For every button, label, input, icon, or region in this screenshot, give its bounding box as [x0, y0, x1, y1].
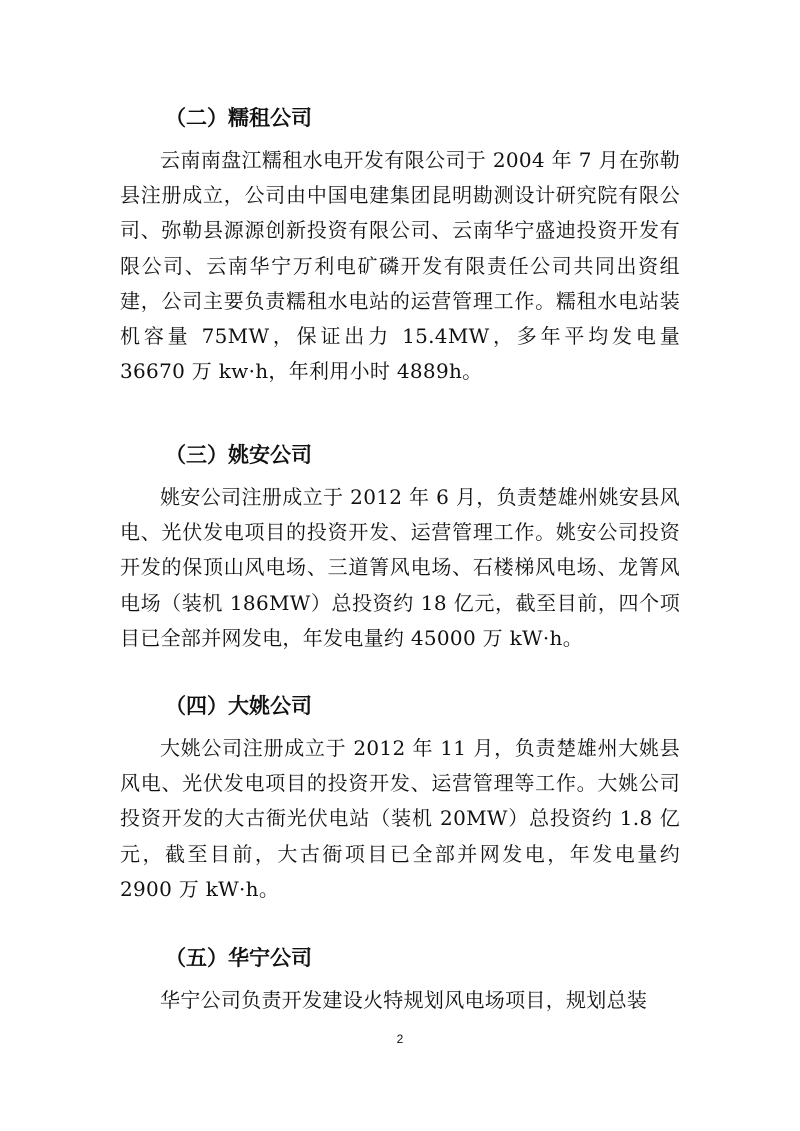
section-heading-yaoan: （三）姚安公司 — [165, 442, 312, 467]
section-heading-nuozu: （二）糯租公司 — [165, 105, 312, 130]
section-paragraph-yaoan: 姚安公司注册成立于 2012 年 6 月，负责楚雄州姚安县风电、光伏发电项目的投资开发、运营管理工作。姚安公司投资开发的保顶山风电场、三道箐风电场、石楼梯风电场、龙箐风电场（装机 186MW）总投资约 18 亿元，截至目前，四个项目已全部并网发电，年发电量约 45000 万 kW·h。 — [120, 485, 680, 650]
section-paragraph-huaning: 华宁公司负责开发建设火特规划风电场项目，规划总装 — [160, 988, 648, 1012]
section-paragraph-nuozu: 云南南盘江糯租水电开发有限公司于 2004 年 7 月在弥勒县注册成立，公司由中国电建集团昆明勘测设计研究院有限公司、弥勒县源源创新投资有限公司、云南华宁盛迪投资开发有限公司、云南华宁万利电矿磷开发有限责任公司共同出资组建，公司主要负责糯租水电站的运营管理工作。糯租水电站装机容量 75MW，保证出力 15.4MW，多年平均发电量 36670 万 kw·h，年利用小时 4889h。 — [120, 148, 680, 384]
section-heading-dayao: （四）大姚公司 — [165, 693, 312, 718]
page-number: 2 — [396, 1032, 404, 1046]
section-paragraph-dayao: 大姚公司注册成立于 2012 年 11 月，负责楚雄州大姚县风电、光伏发电项目的投资开发、运营管理等工作。大姚公司投资开发的大古衙光伏电站（装机 20MW）总投资约 1.8 亿元，截至目前，大古衙项目已全部并网发电，年发电量约 2900 万 kW·h。 — [120, 736, 680, 901]
section-heading-huaning: （五）华宁公司 — [165, 945, 312, 970]
